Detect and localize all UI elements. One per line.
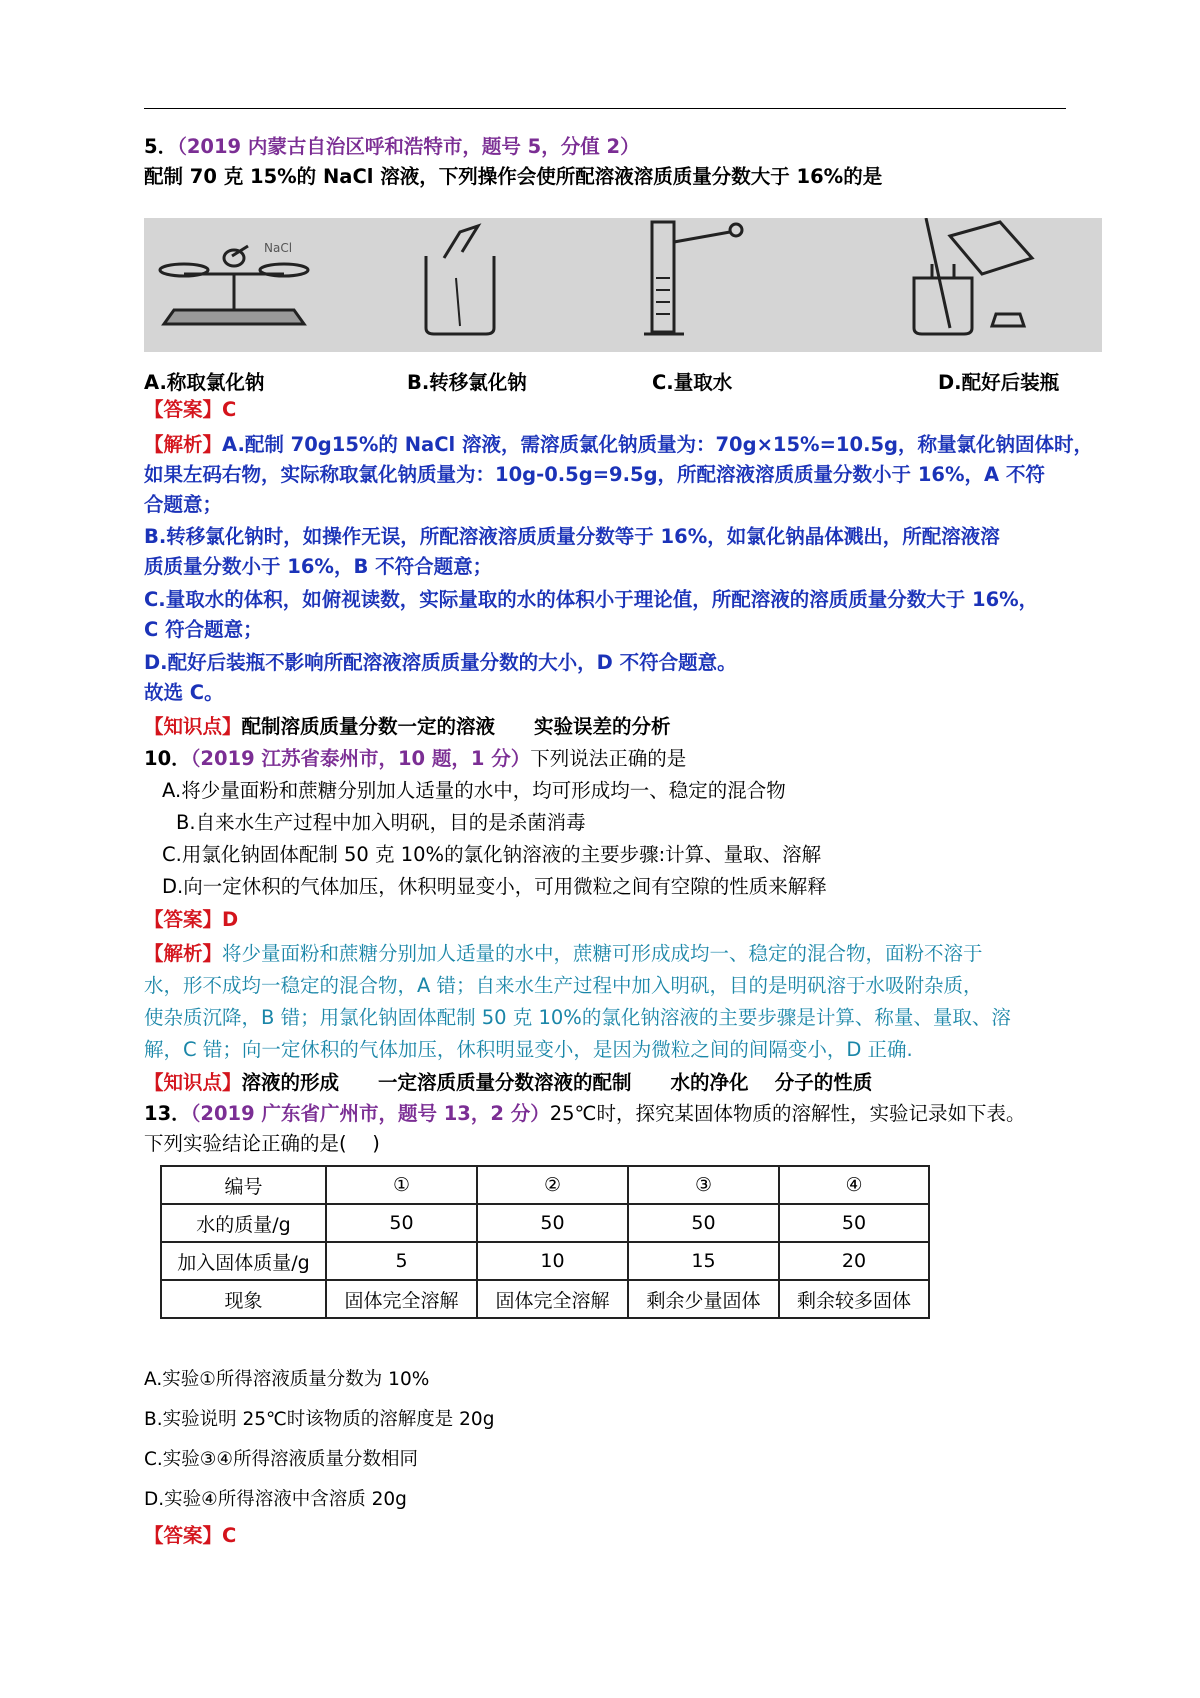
table-header-cell: ② [477, 1166, 628, 1204]
q13-header [144, 1101, 1025, 1127]
table-cell: 5 [326, 1242, 477, 1280]
q10-analysis-line-1: 【解析】将少量面粉和蔗糖分别加人适量的水中，蔗糖可形成成均一、稳定的混合物，面粉不溶于 [144, 942, 983, 965]
q5-analysis-line-4: B.转移氯化钠时，如操作无误，所配溶液溶质质量分数等于 16%，如氯化钠晶体溅出，所配溶液溶 [144, 525, 1000, 548]
table-cell: 固体完全溶解 [477, 1280, 628, 1318]
table-header-cell: 编号 [161, 1166, 326, 1204]
option-c: C.量取水 [652, 371, 733, 394]
q13-stem-2: 下列实验结论正确的是( ) [144, 1132, 380, 1155]
header-rule [144, 108, 1066, 109]
q10-analysis-line-3: 使杂质沉降，B 错；用氯化钠固体配制 50 克 10%的氯化钠溶液的主要步骤是计算、称量、量取、溶 [144, 1006, 1011, 1029]
table-header-cell: ④ [779, 1166, 929, 1204]
table-cell: 50 [779, 1204, 929, 1242]
question-number: 5． [144, 135, 178, 158]
q5-analysis-line-8: D.配好后装瓶不影响所配溶液溶质质量分数的大小，D 不符合题意。 [144, 651, 737, 674]
answer-value: D [222, 908, 239, 931]
question-number: 13． [144, 1102, 191, 1125]
table-header-cell: ③ [628, 1166, 779, 1204]
table-cell: 20 [779, 1242, 929, 1280]
q10-header [144, 746, 686, 772]
knowledge-points: 配制溶质质量分数一定的溶液 实验误差的分析 [241, 715, 671, 738]
knowledge-tag: 【知识点】 [144, 1071, 242, 1094]
q5-analysis-line-3: 合题意； [144, 493, 223, 516]
table-cell: 剩余较多固体 [779, 1280, 929, 1318]
question-source: （2019 江苏省泰州市，10 题，1 分） [190, 747, 531, 770]
q13-answer [144, 1523, 236, 1549]
lab-apparatus-illustration [144, 218, 1102, 352]
q5-answer [144, 397, 236, 423]
q10-analysis-line-4: 解，C 错；向一定休积的气体加压，休积明显变小，是因为微粒之间的间隔变小，D 正确. [144, 1038, 913, 1061]
q13-option-b: B.实验说明 25℃时该物质的溶解度是 20g [144, 1409, 495, 1430]
question-stem-1: 25℃时，探究某固体物质的溶解性，实验记录如下表。 [549, 1102, 1026, 1125]
q10-option-d: D.向一定休积的气体加压，休积明显变小，可用微粒之间有空隙的性质来解释 [162, 875, 827, 898]
experiment-table [160, 1165, 930, 1319]
option-b: B.转移氯化钠 [407, 371, 527, 394]
answer-tag: 【答案】 [144, 1524, 223, 1547]
q5-stem: 配制 70 克 15%的 NaCl 溶液，下列操作会使所配溶液溶质质量分数大于 16%的是 [144, 165, 883, 188]
table-cell: 剩余少量固体 [628, 1280, 779, 1318]
q5-header [144, 134, 640, 160]
question-source: （2019 广东省广州市，题号 13，2 分） [190, 1102, 550, 1125]
table-cell: 现象 [161, 1280, 326, 1318]
table-cell: 水的质量/g [161, 1204, 326, 1242]
table-cell: 加入固体质量/g [161, 1242, 326, 1280]
q13-option-a: A.实验①所得溶液质量分数为 10% [144, 1369, 430, 1390]
knowledge-points: 溶液的形成 一定溶质质量分数溶液的配制 水的净化 分子的性质 [241, 1071, 873, 1094]
analysis-tag: 【解析】 [144, 942, 223, 965]
q10-option-b: B.自来水生产过程中加入明矾，目的是杀菌消毒 [176, 811, 586, 834]
q5-analysis-line-5: 质质量分数小于 16%，B 不符合题意； [144, 555, 493, 578]
q10-option-c: C.用氯化钠固体配制 50 克 10%的氯化钠溶液的主要步骤:计算、量取、溶解 [162, 843, 822, 866]
q5-analysis-line-7: C 符合题意； [144, 618, 263, 641]
knowledge-tag: 【知识点】 [144, 715, 242, 738]
answer-tag: 【答案】 [144, 908, 223, 931]
analysis-tag: 【解析】 [144, 433, 223, 456]
q10-knowledge [144, 1070, 872, 1096]
answer-value: C [222, 398, 237, 421]
answer-tag: 【答案】 [144, 398, 223, 421]
q13-option-c: C.实验③④所得溶液质量分数相同 [144, 1449, 418, 1470]
table-row [161, 1242, 929, 1280]
option-a: A.称取氯化钠 [144, 371, 265, 394]
table-cell: 50 [628, 1204, 779, 1242]
table-row [161, 1280, 929, 1318]
q13-option-d: D.实验④所得溶液中含溶质 20g [144, 1489, 407, 1510]
table-cell: 50 [477, 1204, 628, 1242]
q5-options [144, 367, 1066, 393]
answer-value: C [222, 1524, 237, 1547]
question-source: （2019 内蒙古自治区呼和浩特市，题号 5，分值 2） [177, 135, 640, 158]
q10-answer [144, 907, 238, 933]
table-cell: 50 [326, 1204, 477, 1242]
q5-analysis-line-6: C.量取水的体积，如俯视读数，实际量取的水的体积小于理论值，所配溶液的溶质质量分数大于 16%， [144, 588, 1039, 611]
table-row [161, 1204, 929, 1242]
q5-analysis-line-9: 故选 C。 [144, 681, 224, 704]
table-cell: 15 [628, 1242, 779, 1280]
q5-analysis-line-1: 【解析】A.配制 70g15%的 NaCl 溶液，需溶质氯化钠质量为：70g×15%=10.5g，称量氯化钠固体时， [144, 433, 1094, 456]
table-header-row [161, 1166, 929, 1204]
nacl-label: NaCl [264, 241, 293, 255]
q5-knowledge [144, 714, 671, 740]
table-cell: 10 [477, 1242, 628, 1280]
option-d: D.配好后装瓶 [938, 371, 1060, 394]
q10-analysis-line-2: 水，形不成均一稳定的混合物，A 错；自来水生产过程中加入明矾，目的是明矾溶于水吸附杂质， [144, 974, 983, 997]
table-header-cell: ① [326, 1166, 477, 1204]
q5-analysis-line-2: 如果左码右物，实际称取氯化钠质量为：10g-0.5g=9.5g，所配溶液溶质质量分数小于 16%，A 不符 [144, 463, 1045, 486]
question-number: 10． [144, 747, 191, 770]
table-cell: 固体完全溶解 [326, 1280, 477, 1318]
q5-apparatus-figure [144, 218, 1102, 352]
question-stem: 下列说法正确的是 [530, 747, 687, 770]
q10-option-a: A.将少量面粉和蔗糖分别加人适量的水中，均可形成均一、稳定的混合物 [162, 779, 786, 802]
